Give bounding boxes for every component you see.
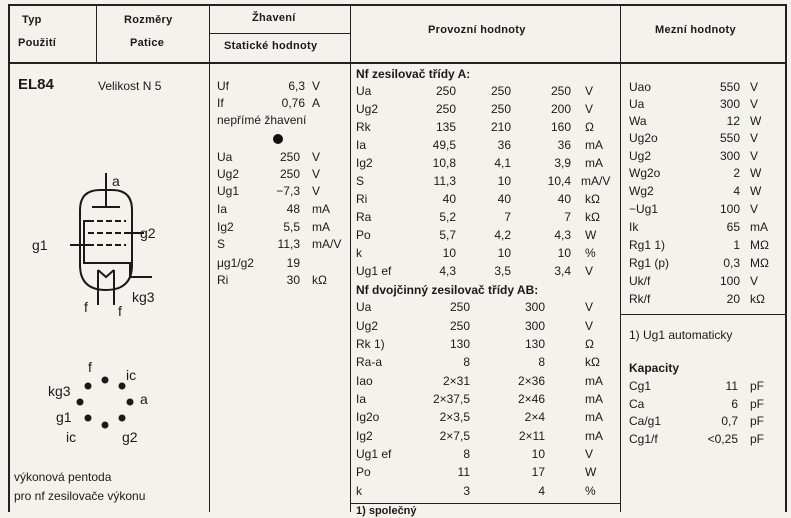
classAB-row-5-v1: 2×46 bbox=[517, 392, 545, 406]
limit-row-7-sym: −Ug1 bbox=[629, 202, 659, 216]
classAB-row-9-unit: W bbox=[585, 465, 597, 479]
cap-row-2-val: 0,7 bbox=[721, 414, 738, 428]
classA-row-1-sym: Ug2 bbox=[356, 102, 379, 116]
limit-row-7-unit: V bbox=[750, 202, 759, 216]
static-row-3-unit: mA bbox=[312, 202, 330, 216]
classA-row-3-sym: Ia bbox=[356, 138, 367, 152]
limit-row-9-unit: MΩ bbox=[750, 238, 769, 252]
heating-row-0-unit: V bbox=[312, 79, 321, 93]
classA-row-3-v2: 36 bbox=[557, 138, 571, 152]
classA-row-10-v0: 4,3 bbox=[439, 264, 456, 278]
sym-f2: f bbox=[118, 303, 122, 319]
tube-size: Velikost N 5 bbox=[98, 79, 162, 93]
classAB-row-9-v0: 11 bbox=[457, 465, 470, 479]
col-divider-2 bbox=[350, 4, 351, 512]
classA-row-4-v0: 10,8 bbox=[432, 156, 456, 170]
header-patice: Patice bbox=[130, 37, 165, 49]
limit-row-12-sym: Rk/f bbox=[629, 292, 651, 306]
header-typ: Typ bbox=[22, 14, 42, 26]
classAB-row-8-sym: Ug1 ef bbox=[356, 447, 392, 461]
classA-row-1-v2: 200 bbox=[550, 102, 571, 116]
limit-row-4-val: 300 bbox=[719, 149, 740, 163]
heating-row-0-sym: Uf bbox=[217, 79, 229, 93]
classAB-row-4-v1: 2×36 bbox=[517, 374, 545, 388]
classA-row-7-v1: 7 bbox=[504, 210, 511, 224]
classA-row-9-v1: 10 bbox=[497, 246, 511, 260]
limit-row-11-val: 100 bbox=[719, 274, 740, 288]
col-divider-1 bbox=[209, 4, 210, 512]
pentode-symbol bbox=[40, 165, 180, 315]
limit-row-0-val: 550 bbox=[719, 80, 740, 94]
classAB-row-0-sym: Ua bbox=[356, 300, 372, 314]
classAB-row-2-v1: 130 bbox=[524, 337, 545, 351]
classA-row-7-v0: 5,2 bbox=[439, 210, 456, 224]
static-row-2-unit: V bbox=[312, 184, 321, 198]
classAB-row-1-v0: 250 bbox=[449, 319, 470, 333]
cap-row-0-sym: Cg1 bbox=[629, 379, 652, 393]
classAB-row-0-v1: 300 bbox=[524, 300, 545, 314]
classAB-row-5-unit: mA bbox=[585, 392, 603, 406]
classA-row-4-unit: mA bbox=[585, 156, 603, 170]
classAB-row-0-v0: 250 bbox=[449, 300, 470, 314]
classAB-row-8-v0: 8 bbox=[463, 447, 470, 461]
classAB-title: Nf dvojčinný zesilovač třídy AB: bbox=[356, 283, 539, 297]
classAB-row-2-v0: 130 bbox=[449, 337, 470, 351]
classAB-row-2-unit: Ω bbox=[585, 337, 594, 351]
cap-row-2-unit: pF bbox=[750, 414, 765, 428]
limit-row-1-sym: Ua bbox=[629, 97, 645, 111]
static-row-6-sym: μg1/g2 bbox=[217, 256, 254, 270]
classA-row-6-sym: Ri bbox=[356, 192, 368, 206]
static-row-7-sym: Ri bbox=[217, 273, 229, 287]
classA-row-5-sym: S bbox=[356, 174, 365, 188]
cap-row-1-val: 6 bbox=[731, 397, 738, 411]
classA-row-9-unit: % bbox=[585, 246, 596, 260]
classA-row-6-v0: 40 bbox=[442, 192, 456, 206]
classA-row-8-unit: W bbox=[585, 228, 597, 242]
limit-row-2-sym: Wa bbox=[629, 114, 647, 128]
cap-row-1-sym: Ca bbox=[629, 397, 645, 411]
cap-row-2-sym: Ca/g1 bbox=[629, 414, 662, 428]
classA-row-10-v2: 3,4 bbox=[554, 264, 571, 278]
classA-row-7-v2: 7 bbox=[564, 210, 571, 224]
header-mezni: Mezní hodnoty bbox=[655, 24, 736, 36]
classA-row-5-v1: 10 bbox=[497, 174, 511, 188]
sym-kg3: kg3 bbox=[132, 289, 155, 305]
static-row-2-sym: Ug1 bbox=[217, 184, 240, 198]
classA-row-5-v2: 10,4 bbox=[547, 174, 571, 188]
classAB-row-6-unit: mA bbox=[585, 410, 603, 424]
limit-row-10-sym: Rg1 (p) bbox=[629, 256, 670, 270]
classAB-row-6-v1: 2×4 bbox=[524, 410, 545, 424]
limit-row-3-val: 550 bbox=[719, 131, 740, 145]
limit-row-6-sym: Wg2 bbox=[629, 184, 654, 198]
classA-row-8-v0: 5,7 bbox=[439, 228, 456, 242]
limit-row-11-sym: Uk/f bbox=[629, 274, 651, 288]
capacity-title: Kapacity bbox=[629, 361, 680, 375]
classA-row-3-v0: 49,5 bbox=[432, 138, 456, 152]
limit-row-2-unit: W bbox=[750, 114, 762, 128]
heating-dot bbox=[273, 134, 283, 144]
top-border bbox=[8, 4, 787, 6]
static-row-5-unit: mA/V bbox=[312, 237, 342, 251]
classA-row-8-sym: Po bbox=[356, 228, 371, 242]
static-row-1-val: 250 bbox=[279, 167, 300, 181]
limit-row-9-sym: Rg1 1) bbox=[629, 238, 666, 252]
sym-anode: a bbox=[112, 173, 120, 189]
static-row-0-sym: Ua bbox=[217, 150, 233, 164]
classAB-row-1-unit: V bbox=[585, 319, 594, 333]
limit-row-8-sym: Ik bbox=[629, 220, 639, 234]
header-zhaveni: Žhavení bbox=[252, 12, 296, 24]
classAB-row-10-sym: k bbox=[356, 484, 362, 498]
classAB-row-4-unit: mA bbox=[585, 374, 603, 388]
limit-row-8-val: 65 bbox=[726, 220, 740, 234]
classA-row-4-v2: 3,9 bbox=[554, 156, 571, 170]
limit-row-5-val: 2 bbox=[733, 166, 740, 180]
pin-a: a bbox=[140, 391, 148, 407]
classA-row-8-v1: 4,2 bbox=[494, 228, 511, 242]
classAB-row-8-unit: V bbox=[585, 447, 594, 461]
classA-row-2-v0: 135 bbox=[435, 120, 456, 134]
classAB-row-9-v1: 17 bbox=[531, 465, 545, 479]
classAB-row-10-unit: % bbox=[585, 484, 596, 498]
limit-row-0-unit: V bbox=[750, 80, 759, 94]
classAB-row-10-v1: 4 bbox=[538, 484, 545, 498]
classA-row-9-sym: k bbox=[356, 246, 362, 260]
tube-desc-1: výkonová pentoda bbox=[14, 470, 112, 484]
footnote-common: 1) společný bbox=[356, 505, 417, 517]
classAB-row-4-sym: Iao bbox=[356, 374, 373, 388]
limit-row-3-unit: V bbox=[750, 131, 759, 145]
left-border bbox=[8, 4, 10, 512]
pin-g1: g1 bbox=[56, 409, 72, 425]
limit-row-0-sym: Uao bbox=[629, 80, 652, 94]
classAB-row-3-v0: 8 bbox=[463, 355, 470, 369]
classAB-row-10-v0: 3 bbox=[463, 484, 470, 498]
classA-row-1-v0: 250 bbox=[435, 102, 456, 116]
static-row-4-sym: Ig2 bbox=[217, 220, 234, 234]
classA-row-3-v1: 36 bbox=[497, 138, 511, 152]
classAB-row-6-sym: Ig2o bbox=[356, 410, 380, 424]
pin-f: f bbox=[88, 359, 92, 375]
pin-ic-2: ic bbox=[66, 429, 77, 445]
static-row-7-val: 30 bbox=[286, 273, 300, 287]
classA-row-4-sym: Ig2 bbox=[356, 156, 373, 170]
header-provozni: Provozní hodnoty bbox=[428, 24, 526, 36]
cap-row-3-sym: Cg1/f bbox=[629, 432, 658, 446]
classAB-row-5-v0: 2×37,5 bbox=[432, 392, 470, 406]
heating-row-1-sym: If bbox=[217, 96, 224, 110]
classAB-row-7-sym: Ig2 bbox=[356, 429, 373, 443]
limit-row-4-sym: Ug2 bbox=[629, 149, 652, 163]
heating-row-1-val: 0,76 bbox=[281, 96, 305, 110]
classAB-row-3-unit: kΩ bbox=[585, 355, 600, 369]
heating-note: nepřímé žhavení bbox=[217, 113, 307, 127]
limit-row-8-unit: mA bbox=[750, 220, 768, 234]
static-row-3-sym: Ia bbox=[217, 202, 228, 216]
classA-row-10-v1: 3,5 bbox=[494, 264, 511, 278]
static-row-4-unit: mA bbox=[312, 220, 330, 234]
header-bottom-border bbox=[8, 62, 787, 64]
limit-row-6-unit: W bbox=[750, 184, 762, 198]
classA-row-0-sym: Ua bbox=[356, 84, 372, 98]
classAB-row-2-sym: Rk 1) bbox=[356, 337, 385, 351]
classA-row-9-v2: 10 bbox=[557, 246, 571, 260]
static-row-3-val: 48 bbox=[286, 202, 300, 216]
classA-row-2-v2: 160 bbox=[550, 120, 571, 134]
header-pouziti: Použití bbox=[18, 37, 57, 49]
classA-row-7-sym: Ra bbox=[356, 210, 372, 224]
classA-row-2-unit: Ω bbox=[585, 120, 594, 134]
cap-row-3-val: <0,25 bbox=[707, 432, 738, 446]
pin-kg3: kg3 bbox=[48, 383, 71, 399]
classAB-row-3-v1: 8 bbox=[538, 355, 545, 369]
static-row-2-val: −7,3 bbox=[276, 184, 300, 198]
static-row-4-val: 5,5 bbox=[283, 220, 300, 234]
static-row-6-val: 19 bbox=[286, 256, 300, 270]
sym-g2: g2 bbox=[140, 225, 156, 241]
limit-row-12-unit: kΩ bbox=[750, 292, 765, 306]
header-divider-1 bbox=[96, 4, 97, 62]
classA-title: Nf zesilovač třídy A: bbox=[356, 67, 471, 81]
static-row-0-unit: V bbox=[312, 150, 321, 164]
classAB-row-3-sym: Ra-a bbox=[356, 355, 383, 369]
right-border bbox=[785, 4, 787, 512]
tube-desc-2: pro nf zesilovače výkonu bbox=[14, 489, 146, 503]
tube-name: EL84 bbox=[18, 76, 54, 93]
classA-row-10-sym: Ug1 ef bbox=[356, 264, 392, 278]
classAB-row-6-v0: 2×3,5 bbox=[439, 410, 470, 424]
classA-row-0-v0: 250 bbox=[435, 84, 456, 98]
limit-row-5-unit: W bbox=[750, 166, 762, 180]
classA-row-2-v1: 210 bbox=[490, 120, 511, 134]
classA-row-7-unit: kΩ bbox=[585, 210, 600, 224]
limit-row-12-val: 20 bbox=[726, 292, 740, 306]
classA-row-5-v0: 11,3 bbox=[433, 174, 456, 188]
limit-row-10-unit: MΩ bbox=[750, 256, 769, 270]
heating-row-1-unit: A bbox=[312, 96, 321, 110]
classAB-row-1-v1: 300 bbox=[524, 319, 545, 333]
pin-g2: g2 bbox=[122, 429, 138, 445]
classA-row-10-unit: V bbox=[585, 264, 594, 278]
classA-row-0-unit: V bbox=[585, 84, 594, 98]
static-row-5-val: 11,3 bbox=[277, 237, 300, 251]
classA-row-3-unit: mA bbox=[585, 138, 603, 152]
limit-row-7-val: 100 bbox=[719, 202, 740, 216]
classAB-row-5-sym: Ia bbox=[356, 392, 367, 406]
classA-row-9-v0: 10 bbox=[442, 246, 456, 260]
classAB-row-8-v1: 10 bbox=[531, 447, 545, 461]
classA-row-6-unit: kΩ bbox=[585, 192, 600, 206]
header-rozmery: Rozměry bbox=[124, 14, 173, 26]
classAB-row-0-unit: V bbox=[585, 300, 594, 314]
limit-row-3-sym: Ug2o bbox=[629, 131, 658, 145]
classA-row-1-unit: V bbox=[585, 102, 594, 116]
classAB-row-4-v0: 2×31 bbox=[442, 374, 470, 388]
limit-row-6-val: 4 bbox=[733, 184, 740, 198]
heating-row-0-val: 6,3 bbox=[288, 79, 305, 93]
cap-row-0-val: 11 bbox=[725, 379, 738, 393]
limit-row-4-unit: V bbox=[750, 149, 759, 163]
limit-row-1-val: 300 bbox=[719, 97, 740, 111]
header-divider-2 bbox=[209, 33, 350, 34]
limits-divider bbox=[620, 314, 786, 315]
classAB-row-7-v0: 2×7,5 bbox=[439, 429, 470, 443]
limit-row-9-val: 1 bbox=[733, 238, 740, 252]
static-row-5-sym: S bbox=[217, 237, 226, 251]
limit-row-5-sym: Wg2o bbox=[629, 166, 661, 180]
limit-row-11-unit: V bbox=[750, 274, 759, 288]
limit-row-10-val: 0,3 bbox=[723, 256, 740, 270]
sym-g1: g1 bbox=[32, 237, 48, 253]
classA-row-6-v1: 40 bbox=[497, 192, 511, 206]
static-row-1-unit: V bbox=[312, 167, 321, 181]
col-divider-3 bbox=[620, 4, 621, 512]
classA-row-0-v2: 250 bbox=[550, 84, 571, 98]
footnote-automatic: 1) Ug1 automaticky bbox=[629, 328, 733, 342]
static-row-7-unit: kΩ bbox=[312, 273, 327, 287]
cap-row-1-unit: pF bbox=[750, 397, 765, 411]
limit-row-1-unit: V bbox=[750, 97, 759, 111]
classAB-row-7-unit: mA bbox=[585, 429, 603, 443]
classA-row-2-sym: Rk bbox=[356, 120, 371, 134]
header-staticke: Statické hodnoty bbox=[224, 40, 318, 52]
static-row-1-sym: Ug2 bbox=[217, 167, 240, 181]
classA-row-8-v2: 4,3 bbox=[554, 228, 571, 242]
sym-f1: f bbox=[84, 299, 88, 315]
classAB-row-9-sym: Po bbox=[356, 465, 371, 479]
pin-ic-1: ic bbox=[126, 367, 137, 383]
cap-row-3-unit: pF bbox=[750, 432, 765, 446]
classAB-row-7-v1: 2×11 bbox=[518, 429, 545, 443]
classA-row-5-unit: mA/V bbox=[581, 174, 611, 188]
limit-row-2-val: 12 bbox=[726, 114, 740, 128]
classA-row-1-v1: 250 bbox=[490, 102, 511, 116]
classAB-row-1-sym: Ug2 bbox=[356, 319, 379, 333]
classA-row-0-v1: 250 bbox=[490, 84, 511, 98]
classA-row-4-v1: 4,1 bbox=[494, 156, 511, 170]
cap-row-0-unit: pF bbox=[750, 379, 765, 393]
classA-row-6-v2: 40 bbox=[557, 192, 571, 206]
static-row-0-val: 250 bbox=[279, 150, 300, 164]
